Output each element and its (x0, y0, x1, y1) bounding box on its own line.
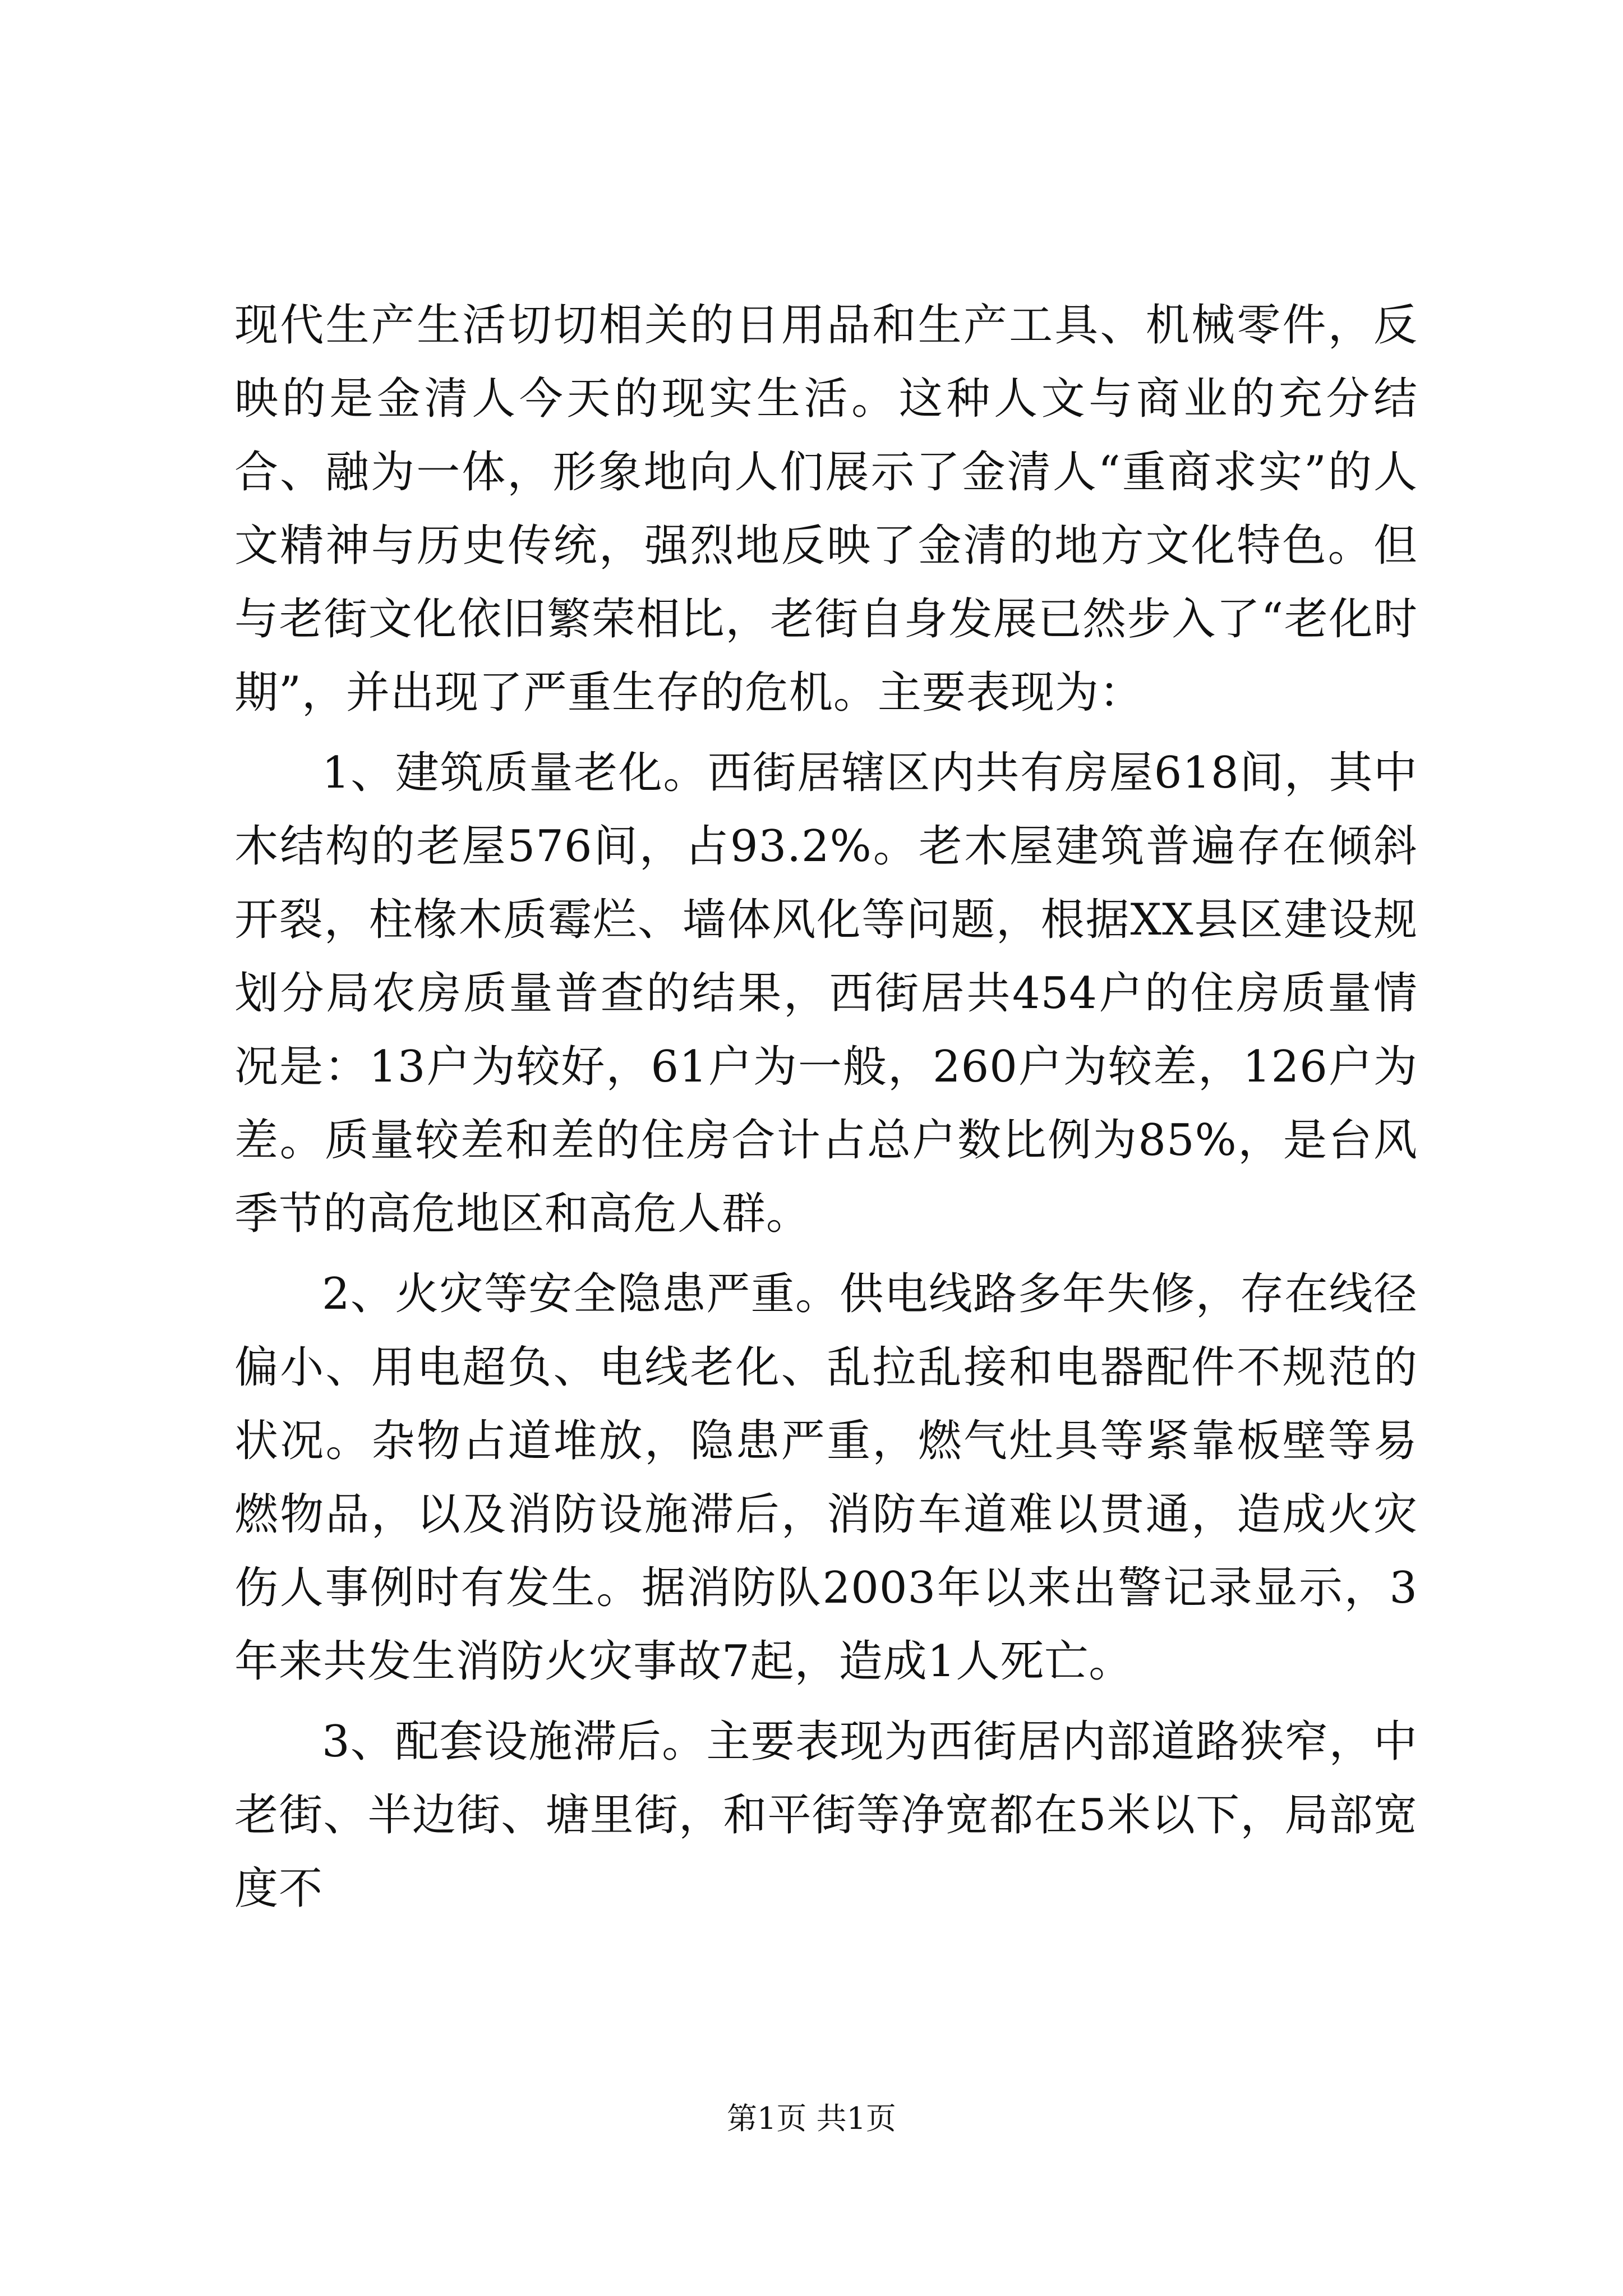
document-body (234, 289, 1418, 1926)
paragraph-building-quality: 1、建筑质量老化。西街居辖区内共有房屋618间，其中木结构的老屋576间，占93.2%。老木屋建筑普遍存在倾斜开裂，柱椽木质霉烂、墙体风化等问题，根据XX县区建设规划分局农房质量普查的结果，西街居共454户的住房质量情况是：13户为较好，61户为一般，260户为较差，126户为差。质量较差和差的住房合计占总户数比例为85%，是台风季节的高危地区和高危人群。 (234, 748, 1418, 1239)
paragraph-fire-safety: 2、火灾等安全隐患严重。供电线路多年失修，存在线径偏小、用电超负、电线老化、乱拉乱接和电器配件不规范的状况。杂物占道堆放，隐患严重，燃气灶具等紧靠板壁等易燃物品，以及消防设施滞后，消防车道难以贯通，造成火灾伤人事例时有发生。据消防队2003年以来出警记录显示，3年来共发生消防火灾事故7起，造成1人死亡。 (234, 1269, 1418, 1687)
paragraph-intro: 现代生产生活切切相关的日用品和生产工具、机械零件，反映的是金清人今天的现实生活。这种人文与商业的充分结合、融为一体，形象地向人们展示了金清人“重商求实”的人文精神与历史传统，强烈地反映了金清的地方文化特色。但与老街文化依旧繁荣相比，老街自身发展已然步入了“老化时期”，并出现了严重生存的危机。主要表现为： (234, 300, 1418, 718)
paragraph-facilities: 3、配套设施滞后。主要表现为西街居内部道路狭窄，中老街、半边街、塘里街，和平街等净宽都在5米以下，局部宽度不 (234, 1717, 1418, 1914)
page-footer: 第1页 共1页 (727, 2101, 896, 2136)
